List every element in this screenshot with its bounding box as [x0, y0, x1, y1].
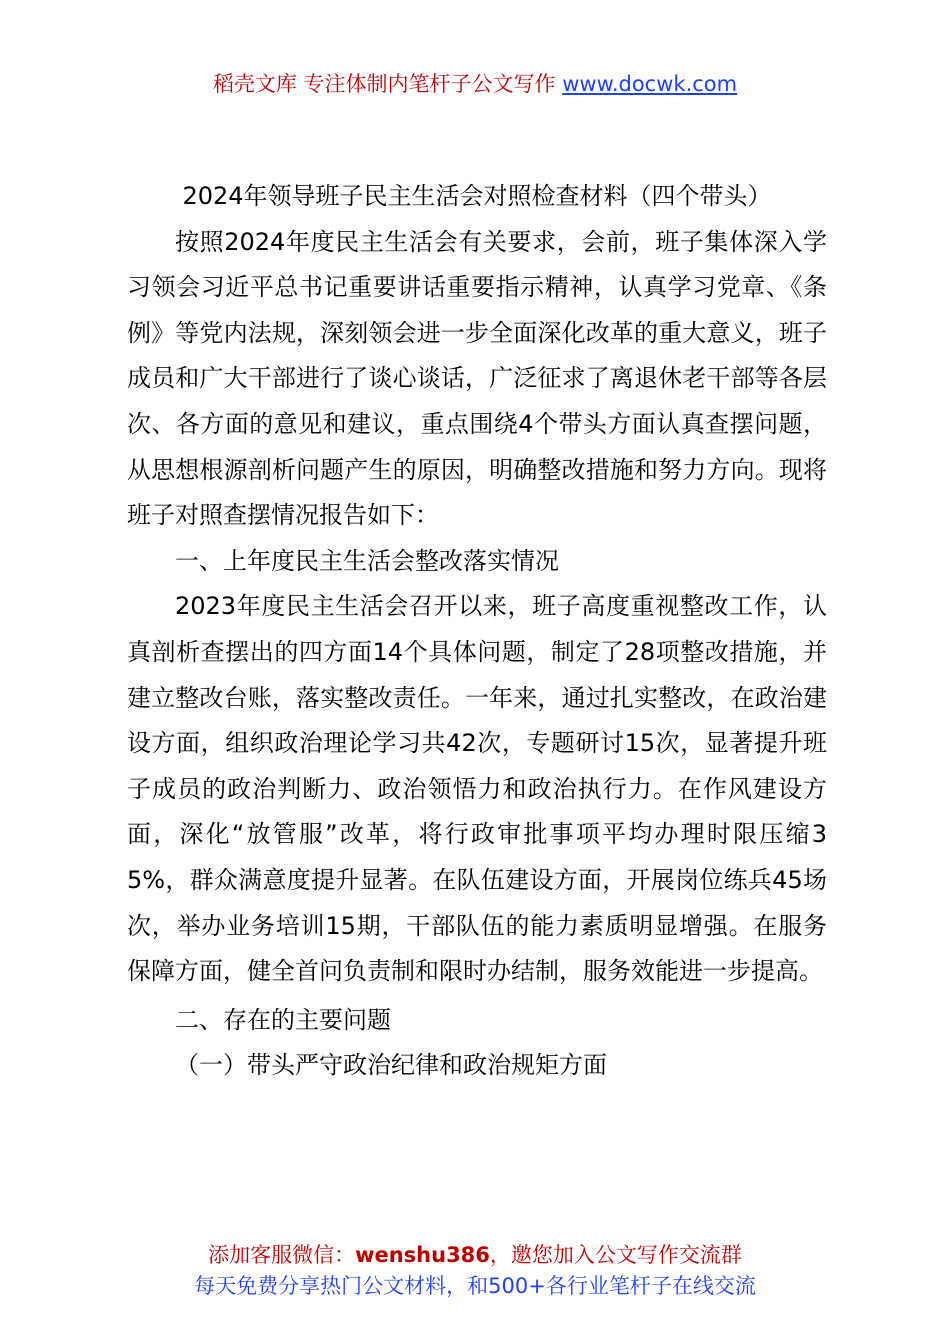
- footer-contact-line: [0, 1240, 950, 1271]
- site-header: [0, 68, 950, 100]
- footer-share-line: 每天免费分享热门公文材料，和500+各行业笔杆子在线交流: [194, 1274, 756, 1298]
- brand-text: 稻壳文库 专注体制内笔杆子公文写作: [212, 72, 563, 96]
- section2-heading: 二、存在的主要问题: [175, 1005, 391, 1034]
- document-title: 2024年领导班子民主生活会对照检查材料（四个带头）: [182, 182, 772, 210]
- wechat-id: wenshu386: [355, 1243, 490, 1267]
- promo-footer: [0, 1240, 950, 1302]
- footer-suffix: ，邀您加入公文写作交流群: [489, 1243, 742, 1267]
- document-body: [127, 174, 827, 1089]
- website-link[interactable]: www.docwk.com: [562, 72, 738, 96]
- intro-paragraph: 按照2024年度民主生活会有关要求，会前，班子集体深入学习领会习近平总书记重要讲话重要指示精神，认真学习党章、《条例》等党内法规，深刻领会进一步全面深化改革的重大意义，班子成员和广大干部进行了谈心谈话，广泛征求了离退休老干部等各层次、各方面的意见和建议，重点围绕4个带头方面认真查摆问题，从思想根源剖析问题产生的原因，明确整改措施和努力方向。现将班子对照查摆情况报告如下：: [127, 227, 827, 530]
- section1-heading: 一、上年度民主生活会整改落实情况: [175, 546, 559, 575]
- footer-prefix: 添加客服微信：: [208, 1243, 356, 1267]
- subsection1-heading: （一）带头严守政治纪律和政治规矩方面: [175, 1051, 607, 1080]
- section1-paragraph: 2023年度民主生活会召开以来，班子高度重视整改工作，认真剖析查摆出的四方面14个具体问题，制定了28项整改措施，并建立整改台账，落实整改责任。一年来，通过扎实整改，在政治建设方面，组织政治理论学习共42次，专题研讨15次，显著提升班子成员的政治判断力、政治领悟力和政治执行力。在作风建设方面，深化“放管服”改革，将行政审批事项平均办理时限压缩35%，群众满意度提升显著。在队伍建设方面，开展岗位练兵45场次，举办业务培训15期，干部队伍的能力素质明显增强。在服务保障方面，健全首问负责制和限时办结制，服务效能进一步提高。: [127, 592, 827, 986]
